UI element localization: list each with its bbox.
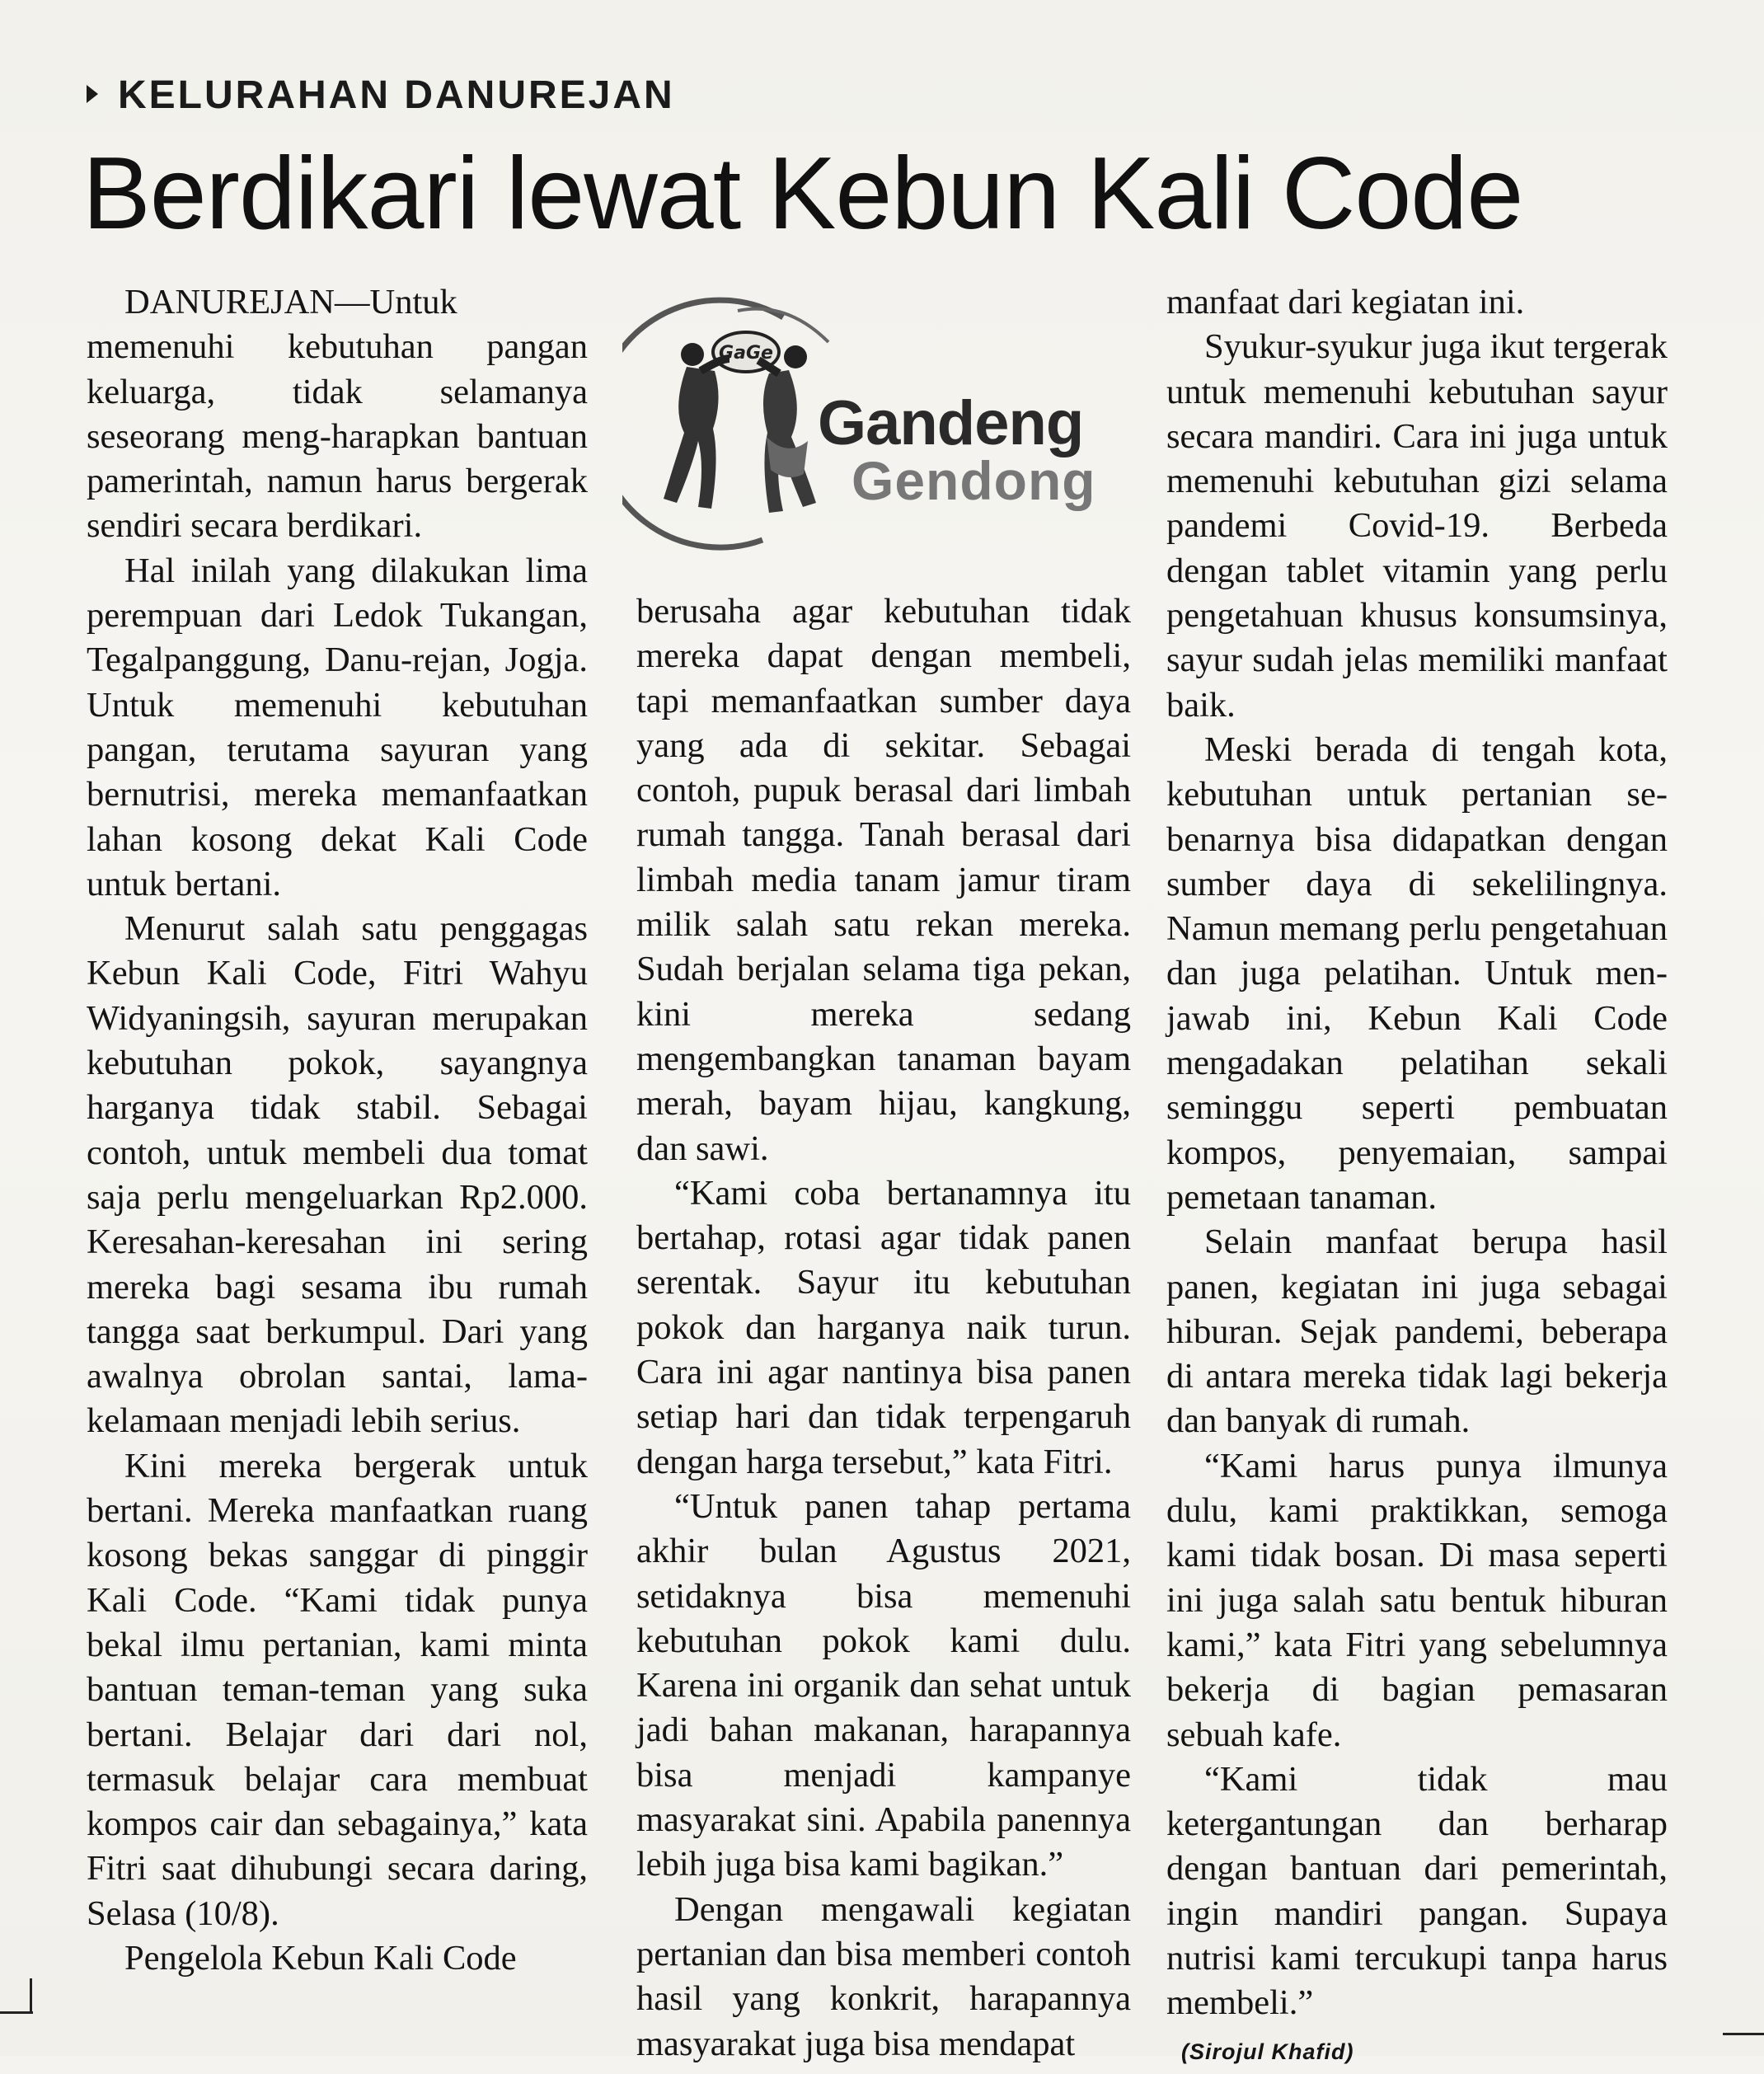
paragraph: “Kami tidak mau ketergantungan dan berharap dengan bantuan dari pemerintah, ingin mandiri pangan. Supaya nutrisi kami tercukupi tanpa harus membeli.” xyxy=(1166,1759,1668,2023)
paragraph: Pengelola Kebun Kali Code xyxy=(124,1938,517,1978)
gandeng-gendong-logo xyxy=(622,293,1133,556)
paragraph: Dengan mengawali kegiatan pertanian dan bisa memberi contoh hasil yang konkrit, harapannya masyarakat juga bisa mendapat xyxy=(636,1889,1131,2063)
paragraph: Syukur-syukur juga ikut tergerak untuk memenuhi kebutuhan sayur secara mandiri. Cara ini juga untuk memenuhi kebutuhan gizi selama pandemi Covid-19. Berbeda dengan tablet vitamin yang perlu pengetahuan khusus konsumsinya, sayur sudah jelas memiliki manfaat baik. xyxy=(1166,327,1668,725)
paragraph: Menurut salah satu penggagas Kebun Kali Code, Fitri Wahyu Widyaningsih, sayuran merupakan kebutuhan pokok, sayangnya harganya tidak stabil. Sebagai contoh, untuk membeli dua tomat saja perlu mengeluarkan Rp2.000. Keresahan-keresahan ini sering mereka bagi sesama ibu rumah tangga saat berkumpul. Dari yang awalnya obrolan santai, lama-kelamaan menjadi lebih serius. xyxy=(87,909,588,1441)
article-column-1 xyxy=(87,280,588,1981)
crop-mark xyxy=(0,2011,33,2014)
paragraph: Kini mereka bergerak untuk bertani. Mereka manfaatkan ruang kosong bekas sanggar di pinggir Kali Code. “Kami tidak punya bekal ilmu pertanian, kami minta bantuan teman-teman yang suka bertani. Belajar dari dari nol, termasuk belajar cara membuat kompos cair dan sebagainya,” kata Fitri saat dihubungi secara daring, Selasa (10/8). xyxy=(87,1446,588,1933)
logo-title: Gandeng xyxy=(818,388,1084,458)
section-kicker xyxy=(87,73,675,118)
logo-subtitle: Gendong xyxy=(852,450,1096,511)
crop-mark xyxy=(30,1978,32,2013)
paragraph: “Untuk panen tahap pertama akhir bulan Agustus 2021, setidaknya bisa memenuhi kebutuhan pokok kami dulu. Karena ini organik dan sehat untuk jadi bahan makanan, harapannya bisa menjadi kampanye masyarakat sini. Apabila panennya lebih juga bisa kami bagikan.” xyxy=(636,1486,1131,1884)
article-column-3 xyxy=(1166,280,1668,2074)
paragraph: Hal inilah yang dilakukan lima perempuan dari Ledok Tukangan, Tegalpanggung, Danu-rejan, Jogja. Untuk memenuhi kebutuhan pangan, terutama sayuran yang bernutrisi, mereka memanfaatkan lahan kosong dekat Kali Code untuk bertani. xyxy=(87,551,588,903)
kicker-arrow-icon xyxy=(87,85,98,103)
article-column-2 xyxy=(636,589,1131,2067)
logo-badge: GaGe xyxy=(719,343,773,364)
kicker-text: KELURAHAN DANUREJAN xyxy=(118,73,675,117)
paragraph: Meski berada di tengah kota, kebutuhan untuk pertanian se-benarnya bisa didapatkan dengan sumber daya di sekelilingnya. Namun memang perlu pengetahuan dan juga pelatihan. Untuk men-jawab ini, Kebun Kali Code mengadakan pelatihan sekali seminggu seperti pembuatan kompos, penyemaian, sampai pemetaan tanaman. xyxy=(1166,730,1668,1217)
article-headline: Berdikari lewat Kebun Kali Code xyxy=(82,137,1523,251)
paragraph: Selain manfaat berupa hasil panen, kegiatan ini juga sebagai hiburan. Sejak pandemi, beberapa di antara mereka tidak lagi bekerja dan banyak di rumah. xyxy=(1166,1222,1668,1441)
paragraph: berusaha agar kebutuhan tidak mereka dapat dengan membeli, tapi memanfaatkan sumber daya yang ada di sekitar. Sebagai contoh, pupuk berasal dari limbah rumah tangga. Tanah berasal dari limbah media tanam jamur tiram milik salah satu rekan mereka. Sudah berjalan selama tiga pekan, kini mereka sedang mengembangkan tanaman bayam merah, bayam hijau, kangkung, dan sawi. xyxy=(636,592,1131,1168)
paragraph: DANUREJAN—Untuk memenuhi kebutuhan pangan keluarga, tidak selamanya seseorang meng-harapkan bantuan pamerintah, namun harus bergerak sendiri secara berdikari. xyxy=(87,283,588,546)
paragraph: “Kami coba bertanamnya itu bertahap, rotasi agar tidak panen serentak. Sayur itu kebutuhan pokok dan harganya naik turun. Cara ini agar nantinya bisa panen setiap hari dan tidak terpengaruh dengan harga tersebut,” kata Fitri. xyxy=(636,1173,1131,1481)
paragraph: manfaat dari kegiatan ini. xyxy=(1166,283,1525,321)
crop-mark xyxy=(1723,2033,1764,2035)
author-byline: (Sirojul Khafid) xyxy=(1181,2039,1354,2064)
paragraph: “Kami harus punya ilmunya dulu, kami praktikkan, semoga kami tidak bosan. Di masa seperti ini juga salah satu bentuk hiburan kami,” kata Fitri yang sebelumnya bekerja di bagian pemasaran sebuah kafe. xyxy=(1166,1446,1668,1754)
